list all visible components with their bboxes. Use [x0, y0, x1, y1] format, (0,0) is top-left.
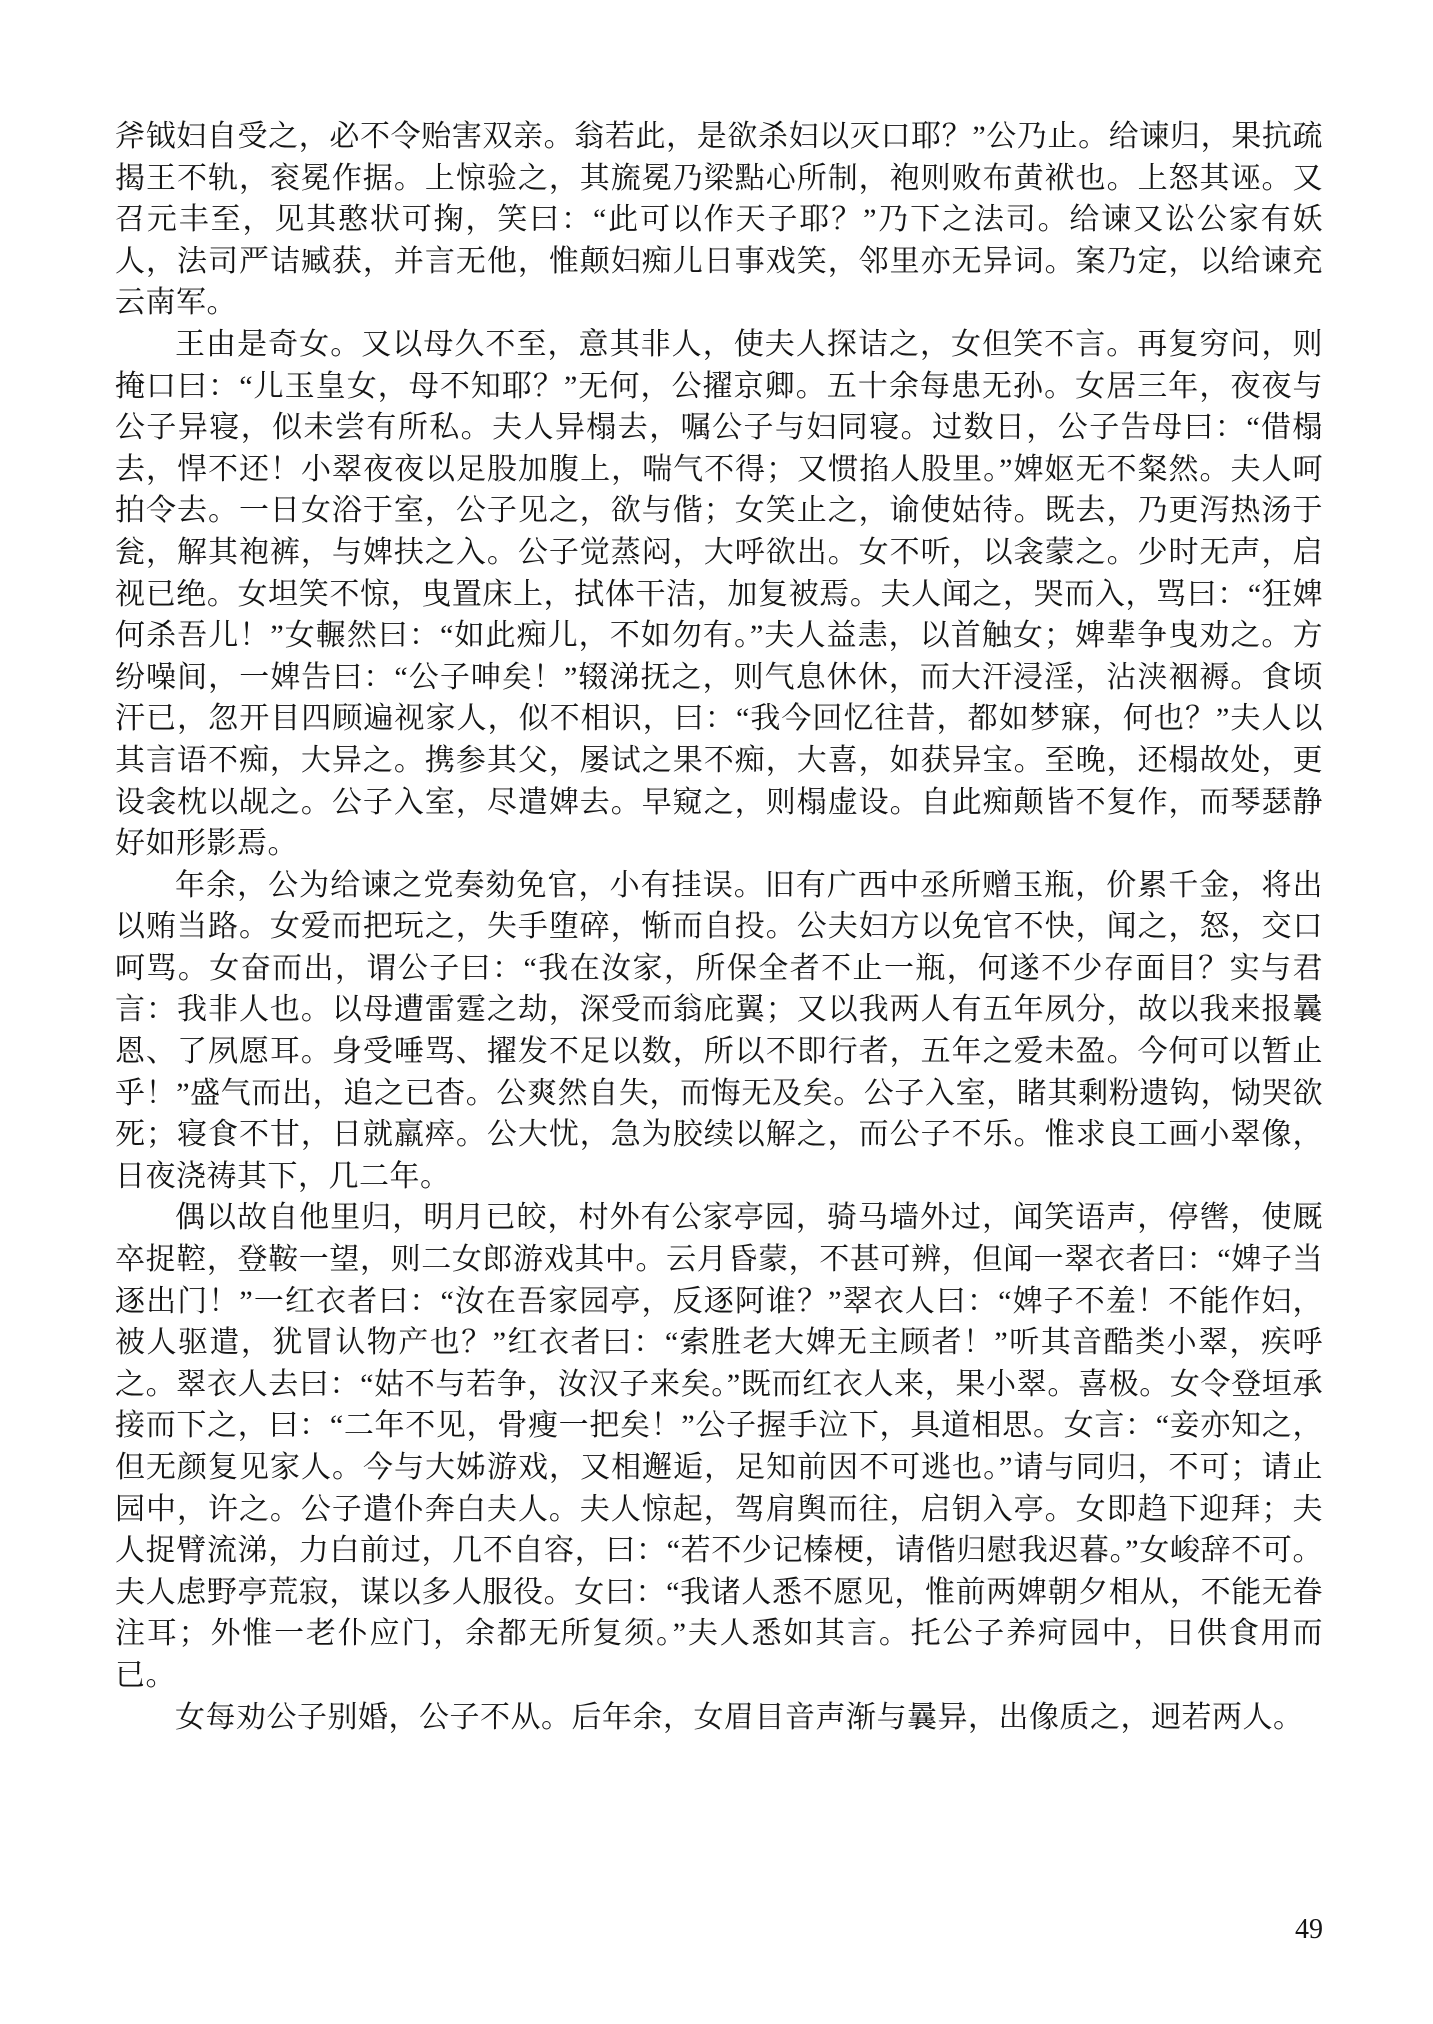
paragraph-2: 王由是奇女。又以母久不至，意其非人，使夫人探诘之，女但笑不言。再复穷问，则掩口曰：“儿玉皇女，母不知耶？”无何，公擢京卿。五十余每患无孙。女居三年，夜夜与公子异寝，似未尝有所私。夫人异榻去，嘱公子与妇同寝。过数日，公子告母曰：“借榻去，悍不还！小翠夜夜以足股加腹上，喘气不得；又惯掐人股里。”婢妪无不粲然。夫人呵拍令去。一日女浴于室，公子见之，欲与偕；女笑止之，谕使姑待。既去，乃更泻热汤于瓮，解其袍裤，与婢扶之入。公子觉蒸闷，大呼欲出。女不听，以衾蒙之。少时无声，启视已绝。女坦笑不惊，曳置床上，拭体干洁，加复被焉。夫人闻之，哭而入，骂曰：“狂婢何杀吾儿！”女輾然曰：“如此痴儿，不如勿有。”夫人益恚，以首触女；婢辈争曳劝之。方纷噪间，一婢告曰：“公子呻矣！”辍涕抚之，则气息休休，而大汗浸淫，沾浃裀褥。食顷汗已，忽开目四顾遍视家人，似不相识，曰：“我今回忆往昔，都如梦寐，何也？”夫人以其言语不痴，大异之。携参其父，屡试之果不痴，大喜，如获异宝。至晚，还榻故处，更设衾枕以觇之。公子入室，尽遣婢去。早窥之，则榻虚设。自此痴颠皆不复作，而琴瑟静好如形影焉。	[115, 327, 1323, 861]
paragraph-5: 女每劝公子别婚，公子不从。后年余，女眉目音声渐与曩异，出像质之，迥若两人。	[175, 1700, 1304, 1734]
paragraph-1: 斧钺妇自受之，必不令贻害双亲。翁若此，是欲杀妇以灭口耶？”公乃止。给谏归，果抗疏揭王不轨，衮冕作据。上惊验之，其旒冕乃梁點心所制，袍则败布黄袱也。上怒其诬。又召元丰至，见其憨状可掬，笑曰：“此可以作天子耶？”乃下之法司。给谏又讼公家有妖人，法司严诘臧获，并言无他，惟颠妇痴儿日事戏笑，邻里亦无异词。案乃定，以给谏充云南军。	[115, 120, 1323, 320]
page-number: 49	[1295, 1914, 1323, 1945]
body-text	[115, 116, 1323, 1738]
paragraph-4: 偶以故自他里归，明月已皎，村外有公家亭园，骑马墙外过，闻笑语声，停辔，使厩卒捉鞚，登鞍一望，则二女郎游戏其中。云月昏蒙，不甚可辨，但闻一翠衣者曰：“婢子当逐出门！”一红衣者曰：“汝在吾家园亭，反逐阿谁？”翠衣人曰：“婢子不羞！不能作妇，被人驱遣，犹冒认物产也？”红衣者曰：“索胜老大婢无主顾者！”听其音酷类小翠，疾呼之。翠衣人去曰：“姑不与若争，汝汉子来矣。”既而红衣人来，果小翠。喜极。女令登垣承接而下之，曰：“二年不见，骨瘦一把矣！”公子握手泣下，具道相思。女言：“妾亦知之，但无颜复见家人。今与大姊游戏，又相邂逅，足知前因不可逃也。”请与同归，不可；请止园中，许之。公子遣仆奔白夫人。夫人惊起，驾肩舆而往，启钥入亭。女即趋下迎拜；夫人捉臂流涕，力白前过，几不自容，曰：“若不少记榛梗，请偕归慰我迟暮。”女峻辞不可。夫人虑野亭荒寂，谋以多人服役。女曰：“我诸人悉不愿见，惟前两婢朝夕相从，不能无眷注耳；外惟一老仆应门，余都无所复须。”夫人悉如其言。托公子养疴园中，日供食用而已。	[115, 1201, 1323, 1692]
paragraph-3: 年余，公为给谏之党奏劾免官，小有挂误。旧有广西中丞所赠玉瓶，价累千金，将出以贿当路。女爱而把玩之，失手堕碎，惭而自投。公夫妇方以免官不快，闻之，怒，交口呵骂。女奋而出，谓公子曰：“我在汝家，所保全者不止一瓶，何遂不少存面目？实与君言：我非人也。以母遭雷霆之劫，深受而翁庇翼；又以我两人有五年夙分，故以我来报曩恩、了夙愿耳。身受唾骂、擢发不足以数，所以不即行者，五年之爱未盈。今何可以暂止乎！”盛气而出，追之已杳。公爽然自失，而悔无及矣。公子入室，睹其剩粉遗钩，恸哭欲死；寝食不甘，日就羸瘁。公大忧，急为胶续以解之，而公子不乐。惟求良工画小翠像，日夜浇祷其下，几二年。	[115, 868, 1323, 1193]
